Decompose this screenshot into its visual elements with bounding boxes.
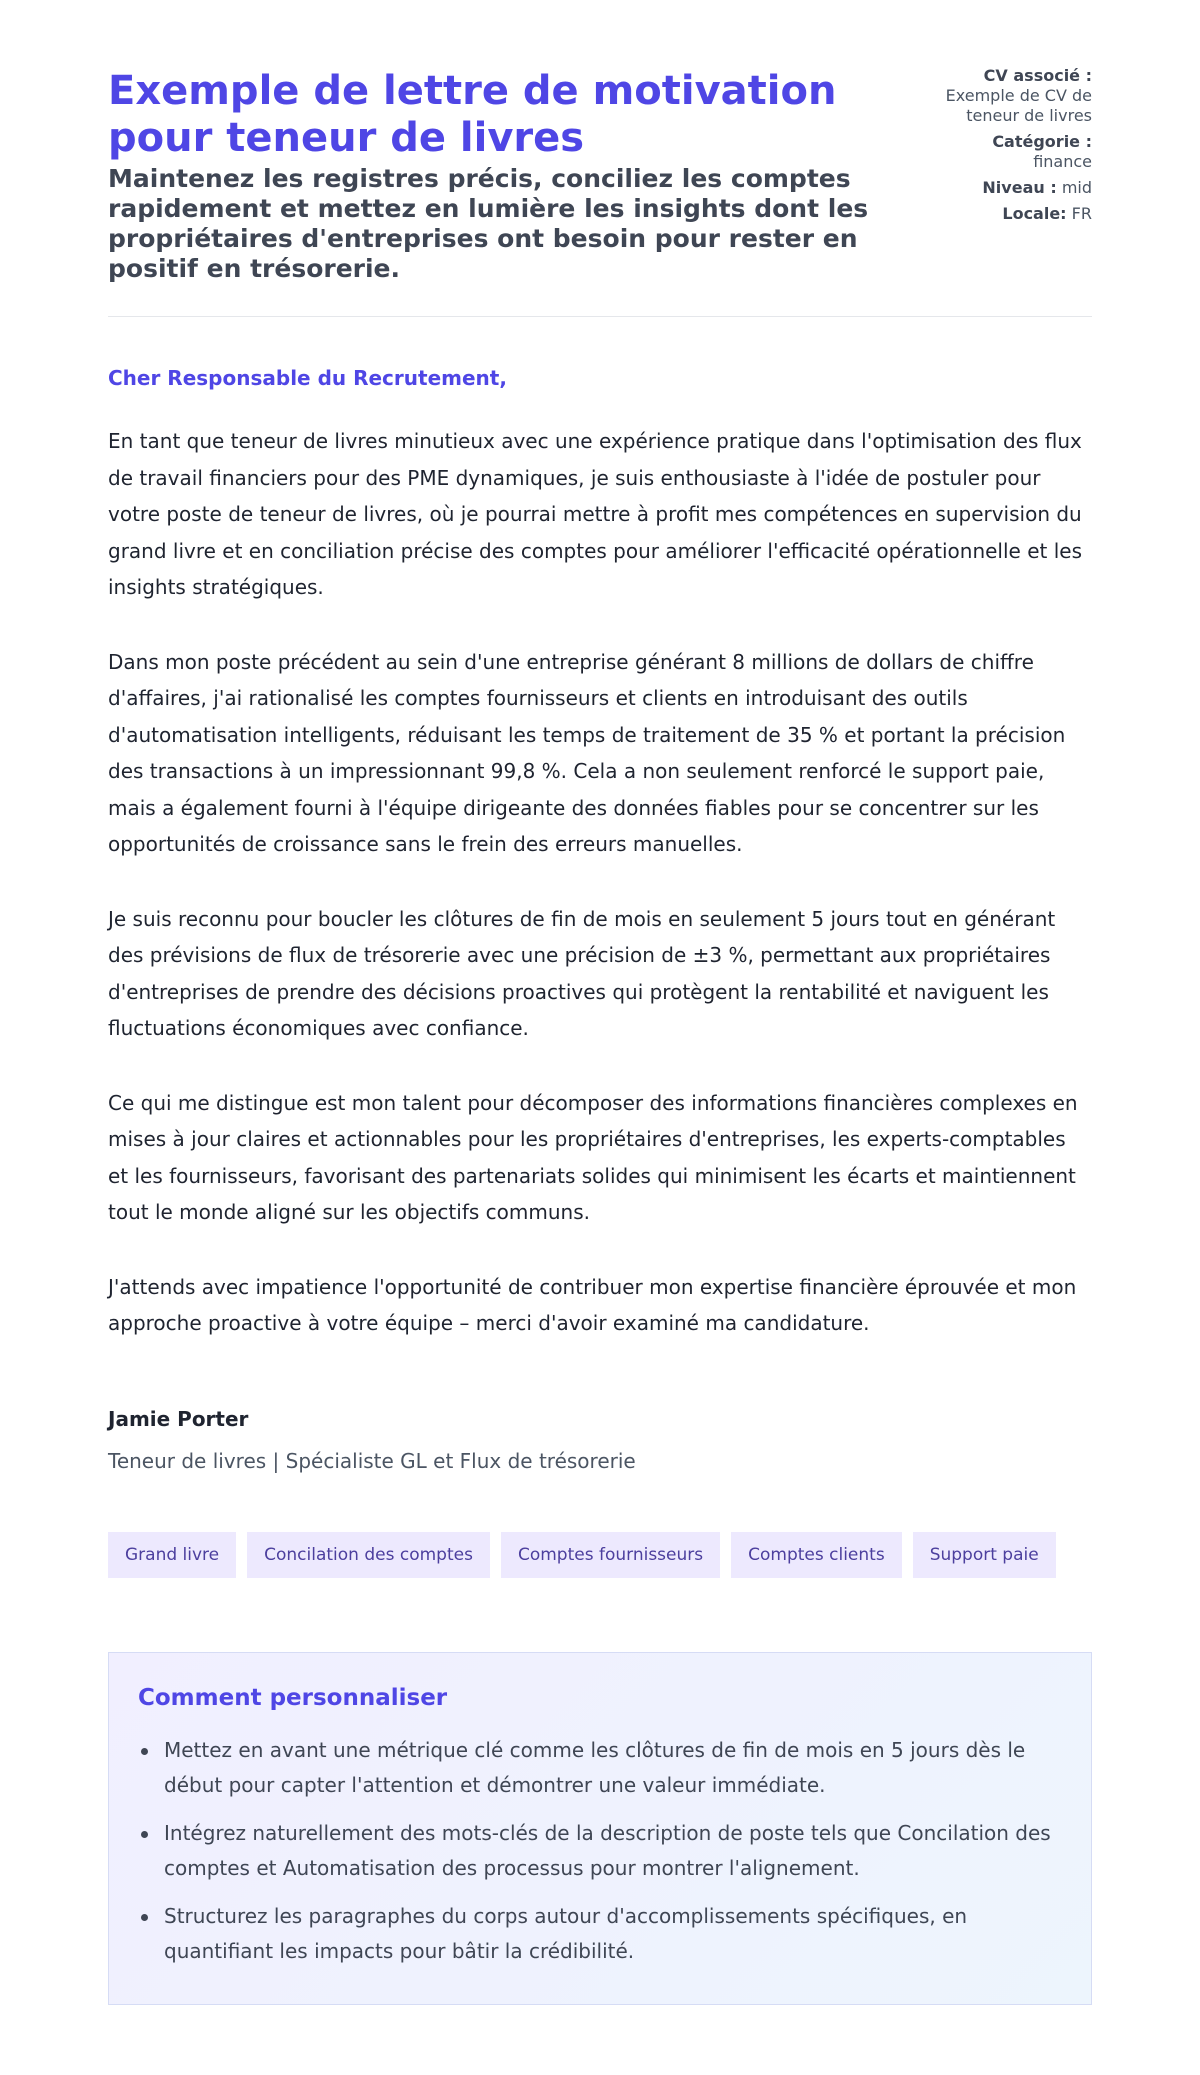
page-title: Exemple de lettre de motivation pour teneur de livres [108,68,837,161]
tag-comptes-fournisseurs[interactable]: Comptes fournisseurs [501,1532,720,1578]
skill-tags [108,1532,1092,1578]
page-subtitle: Maintenez les registres précis, conciliez les comptes rapidement et mettez en lumière les insights dont les propriétaires d'entreprises ont besoin pour rester en positif en trésorerie. [108,164,869,283]
customization-tips [108,1652,1092,2005]
meta-locale-value: FR [1071,204,1092,223]
tip-item-2: Intégrez naturellement des mots-clés de la description de poste tels que Concilation des comptes et Automatisation des processus pour montrer l'alignement. [138,1816,1062,1887]
letter-body [108,423,1092,1342]
meta-locale-label: Locale: [1002,204,1067,223]
page-header [108,68,1092,317]
letter-signature [108,1406,1092,1474]
letter-paragraph-2: Dans mon poste précédent au sein d'une entreprise générant 8 millions de dollars de chiffre d'affaires, j'ai rationalisé les comptes fournisseurs et clients en introduisant des outils d'automatisation intelligents, réduisant les temps de traitement de 35 % et portant la précision des transactions à un impressionnant 99,8 %. Cela a non seulement renforcé le support paie, mais a également fourni à l'équipe dirigeante des données fiables pour se concentrer sur les opportunités de croissance sans le frein des erreurs manuelles. [108,649,1066,856]
tag-concilation-comptes[interactable]: Concilation des comptes [247,1532,490,1578]
letter-paragraph-3: Je suis reconnu pour boucler les clôtures de fin de mois en seulement 5 jours tout en générant des prévisions de flux de trésorerie avec une précision de ±3 %, permettant aux propriétaires d'entreprises de prendre des décisions proactives qui protègent la rentabilité et naviguent les fluctuations économiques avec confiance. [108,906,1056,1040]
meta-level-label: Niveau : [982,178,1057,197]
meta-category-label: Catégorie : [992,132,1092,151]
tips-title: Comment personnaliser [138,1684,448,1711]
meta-level [942,178,1092,198]
signature-role: Teneur de livres | Spécialiste GL et Flux de trésorerie [108,1448,636,1473]
letter-paragraph-1: En tant que teneur de livres minutieux avec une expérience pratique dans l'optimisation des flux de travail financiers pour des PME dynamiques, je suis enthousiaste à l'idée de postuler pour votre poste de teneur de livres, où je pourrai mettre à profit mes compétences en supervision du grand livre et en conciliation précise des comptes pour améliorer l'efficacité opérationnelle et les insights stratégiques. [108,429,1082,599]
tip-item-1: Mettez en avant une métrique clé comme les clôtures de fin de mois en 5 jours dès le début pour capter l'attention et démontrer une valeur immédiate. [138,1733,1062,1804]
tag-grand-livre[interactable]: Grand livre [108,1532,236,1578]
tip-item-3: Structurez les paragraphes du corps autour d'accomplissements spécifiques, en quantifiant les impacts pour bâtir la crédibilité. [138,1899,1062,1970]
meta-category [942,132,1092,172]
letter-paragraph-5: J'attends avec impatience l'opportunité de contribuer mon expertise financière éprouvée et mon approche proactive à votre équipe – merci d'avoir examiné ma candidature. [108,1274,1077,1335]
meta-category-value: finance [1033,152,1092,171]
meta-cv-link[interactable]: Exemple de CV de teneur de livres [945,86,1092,125]
letter-greeting: Cher Responsable du Recrutement, [108,366,507,390]
meta-locale [942,204,1092,224]
meta-level-value: mid [1061,178,1092,197]
header-titles [108,68,898,284]
meta-cv [942,66,1092,126]
letter-paragraph-4: Ce qui me distingue est mon talent pour décomposer des informations financières complexes en mises à jour claires et actionnables pour les propriétaires d'entreprises, les experts-comptables et les fournisseurs, favorisant des partenariats solides qui minimisent les écarts et maintiennent tout le monde aligné sur les objectifs communs. [108,1090,1078,1224]
meta-panel [942,66,1092,230]
tips-list [138,1733,1062,1970]
tag-comptes-clients[interactable]: Comptes clients [731,1532,902,1578]
tag-support-paie[interactable]: Support paie [913,1532,1056,1578]
signature-name: Jamie Porter [108,1406,249,1431]
meta-cv-label: CV associé : [983,66,1092,85]
